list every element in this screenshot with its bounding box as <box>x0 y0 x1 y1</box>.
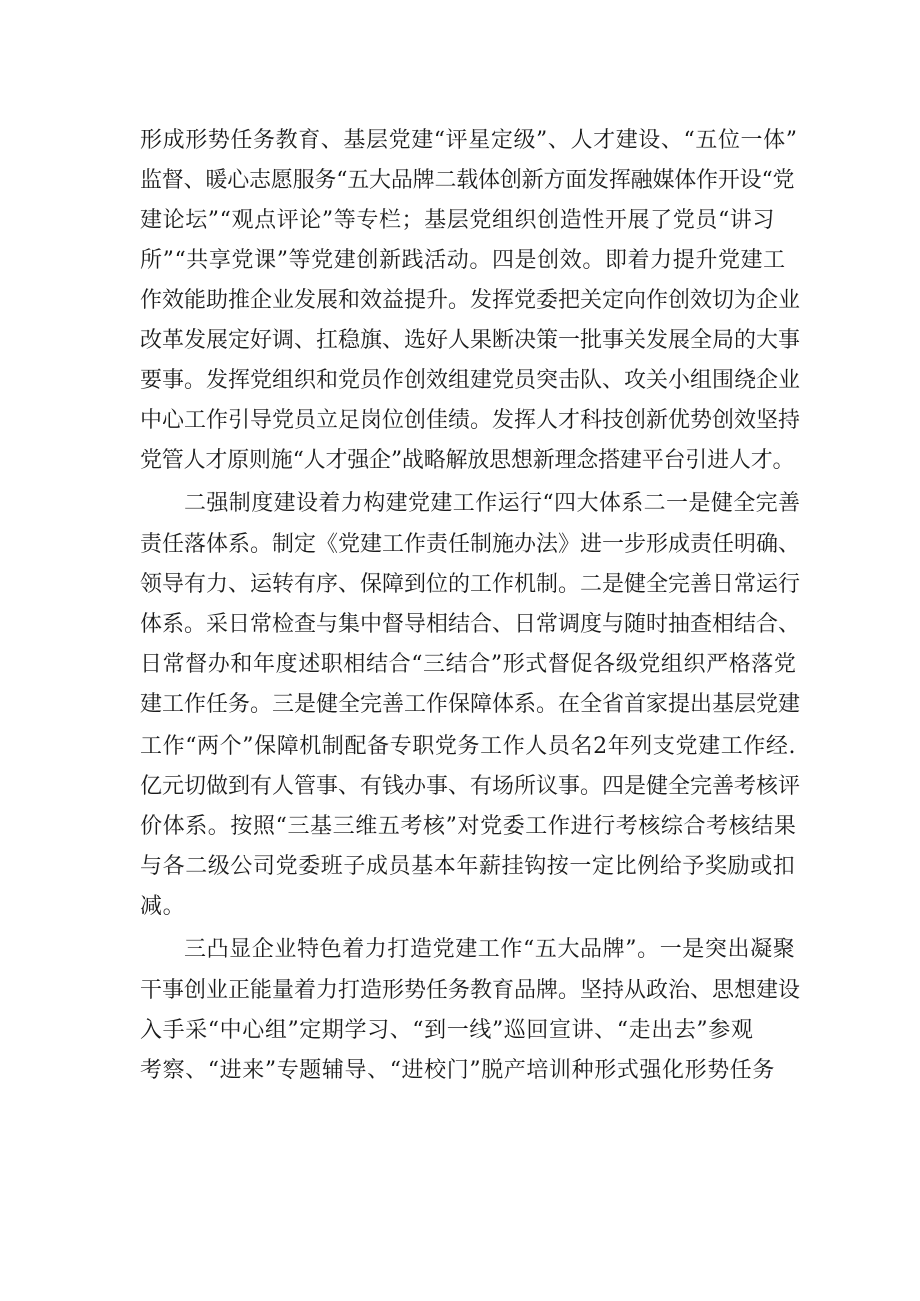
text-line: 体系。采日常检查与集中督导相结合、日常调度与随时抽查相结合、 <box>140 612 800 637</box>
text-line: 干事创业正能量着力打造形势任务教育品牌。坚持从政治、思想建设 <box>140 978 800 1003</box>
text-line: 监督、暖心志愿服务“五大品牌二载体创新方面发挥融媒体作开设“党 <box>140 168 795 193</box>
text-line: 减。 <box>140 894 186 919</box>
text-line: 改革发展定好调、扛稳旗、选好人果断决策一批事关发展全局的大事 <box>140 328 800 353</box>
text-line: 工作“两个”保障机制配备专职党务工作人员名2年列支党建工作经. <box>140 734 797 759</box>
text-line: 要事。发挥党组织和党员作创效组建党员突击队、攻关小组围绕企业 <box>140 368 800 393</box>
text-line: 领导有力、运转有序、保障到位的工作机制。二是健全完善日常运行 <box>140 572 800 597</box>
text-line: 形成形势任务教育、基层党建“评星定级”、人才建设、“五位一体” <box>140 128 798 153</box>
paragraph-start-line: 三凸显企业特色着力打造党建工作“五大品牌”。一是突出凝聚 <box>184 937 796 962</box>
text-line: 党管人才原则施“人才强企”战略解放思想新理念搭建平台引进人才。 <box>140 448 795 473</box>
text-line: 所”“共享党课”等党建创新践活动。四是创效。即着力提升党建工 <box>140 248 786 273</box>
text-line: 建工作任务。三是健全完善工作保障体系。在全省首家提出基层党建 <box>140 692 800 717</box>
paragraph-start-line: 二强制度建设着力构建党建工作运行“四大体系二一是健全完善 <box>184 491 800 516</box>
text-line: 日常督办和年度述职相结合“三结合”形式督促各级党组织严格落党 <box>140 652 797 677</box>
text-line: 责任落体系。制定《党建工作责任制施办法》进一步形成责任明确、 <box>140 532 800 557</box>
text-line: 中心工作引导党员立足岗位创佳绩。发挥人才科技创新优势创效坚持 <box>140 408 800 433</box>
text-line: 亿元切做到有人管事、有钱办事、有场所议事。四是健全完善考核评 <box>140 774 800 799</box>
text-line: 作效能助推企业发展和效益提升。发挥党委把关定向作创效切为企业 <box>140 288 800 313</box>
text-line: 入手采“中心组”定期学习、“到一线”巡回宣讲、“走出去”参观 <box>140 1018 754 1043</box>
text-line: 建论坛”“观点评论”等专栏；基层党组织创造性开展了党员“讲习 <box>140 208 775 233</box>
text-line: 与各二级公司党委班子成员基本年薪挂钩按一定比例给予奖励或扣 <box>140 854 796 879</box>
text-line: 价体系。按照“三基三维五考核”对党委工作进行考核综合考核结果 <box>140 814 797 839</box>
text-line: 考察、“进来”专题辅导、“进校门”脱产培训种形式强化形势任务 <box>140 1058 775 1083</box>
